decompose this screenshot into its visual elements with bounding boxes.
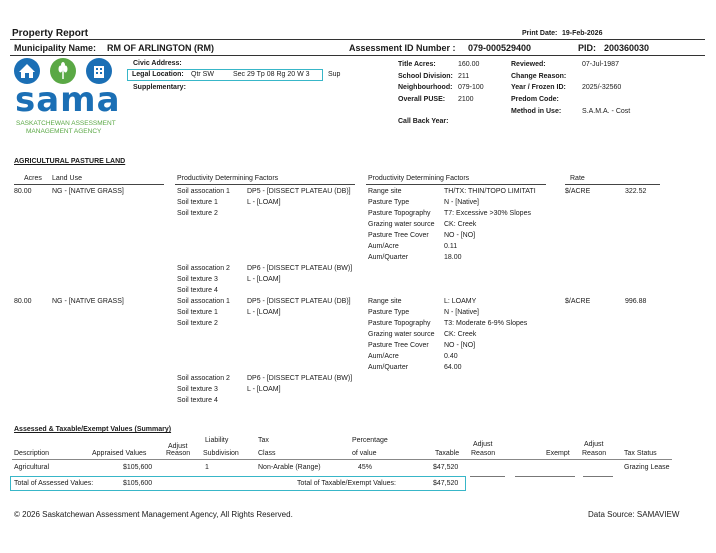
footer-source: Data Source: SAMAVIEW [588, 510, 680, 519]
col-rate-header: Rate [570, 175, 585, 182]
col-tax-class-header: Tax [258, 437, 269, 444]
aum-acre-label: Aum/Acre [368, 243, 399, 250]
topography-value: T7: Excessive >30% Slopes [444, 210, 531, 217]
neighbourhood-label: Neighbourhood: [398, 84, 453, 91]
col-percentage-header: Percentage [352, 437, 388, 444]
civic-address-label: Civic Address: [133, 60, 182, 67]
col-liability-header-2: Subdivision [203, 450, 239, 457]
row-percentage: 45% [358, 464, 373, 471]
footer-copyright: © 2026 Saskatchewan Assessment Management Agency, All Rights Reserved. [14, 510, 293, 519]
pasture-type-value: N - [Native] [444, 199, 480, 206]
tree-cover-label: Pasture Tree Cover [368, 342, 429, 349]
blank-rule [470, 476, 505, 477]
topography-label: Pasture Topography [368, 320, 431, 327]
water-source-value: CK: Creek [444, 221, 477, 228]
soil-assoc1-label: Soil assocation 1 [177, 298, 230, 305]
soil-assoc1-label: Soil assocation 1 [177, 188, 230, 195]
print-date-label: Print Date: [522, 30, 558, 37]
row-taxable: $47,520 [433, 464, 459, 471]
school-division-value: 211 [458, 73, 470, 80]
water-source-value: CK: Creek [444, 331, 477, 338]
soil-assoc2-value: DP6 - [DISSECT PLATEAU (BW)] [247, 265, 353, 272]
row-acres: 80.00 [14, 188, 32, 195]
year-frozen-label: Year / Frozen ID: [511, 84, 566, 91]
row-tax-class: Non-Arable (Range) [258, 464, 321, 471]
soil-tex3-label: Soil texture 3 [177, 276, 218, 283]
aum-acre-value: 0.11 [444, 243, 458, 250]
row-acres: 80.00 [14, 298, 32, 305]
predom-label: Predom Code: [511, 96, 559, 103]
soil-assoc2-value: DP6 - [DISSECT PLATEAU (BW)] [247, 375, 353, 382]
assessment-id-value: 079-000529400 [468, 43, 532, 53]
soil-tex1-value: L - [LOAM] [247, 309, 281, 316]
range-site-value: L: LOAMY [444, 298, 477, 305]
reviewed-label: Reviewed: [511, 61, 546, 68]
soil-tex1-label: Soil texture 1 [177, 309, 218, 316]
method-label: Method in Use: [511, 108, 562, 115]
callback-label: Call Back Year: [398, 118, 449, 125]
supplementary-label: Supplementary: [133, 84, 186, 91]
year-frozen-value: 2025/-32560 [582, 84, 622, 91]
rate-value: 322.52 [625, 188, 647, 195]
soil-tex4-label: Soil texture 4 [177, 397, 218, 404]
change-reason-label: Change Reason: [511, 73, 567, 80]
pasture-section-title: AGRICULTURAL PASTURE LAND [14, 158, 126, 165]
method-value: S.A.M.A. - Cost [582, 108, 631, 115]
soil-tex1-value: L - [LOAM] [247, 199, 281, 206]
col-description-header: Description [14, 450, 50, 457]
col-exempt-header: Exempt [546, 450, 570, 457]
puse-label: Overall PUSE: [398, 96, 446, 103]
legal-sup: Sup [328, 71, 341, 78]
school-division-label: School Division: [398, 73, 453, 80]
aum-acre-label: Aum/Acre [368, 353, 399, 360]
blank-rule [515, 476, 575, 477]
col-appraised-header: Appraised Values [92, 450, 147, 457]
legal-qtr: Qtr SW [191, 71, 214, 78]
header-rule-top [10, 39, 705, 40]
report-title: Property Report [12, 28, 89, 39]
col-adjust3-header-2: Reason [582, 450, 607, 457]
pasture-type-label: Pasture Type [368, 309, 410, 316]
soil-tex2-label: Soil texture 2 [177, 210, 218, 217]
row-description: Agricultural [14, 464, 50, 471]
col-tax-class-header-2: Class [258, 450, 276, 457]
row-land-use: NG - [NATIVE GRASS] [52, 188, 124, 195]
row-appraised: $105,600 [123, 464, 153, 471]
soil-tex3-value: L - [LOAM] [247, 386, 281, 393]
legal-location-value: Sec 29 Tp 08 Rg 20 W 3 [233, 71, 310, 78]
col-land-use-header: Land Use [52, 175, 82, 182]
reviewed-value: 07-Jul-1987 [582, 61, 619, 68]
total-assessed-label: Total of Assessed Values: [14, 480, 94, 487]
rate-value: 996.88 [625, 298, 647, 305]
aum-qtr-label: Aum/Quarter [368, 364, 409, 371]
sama-wordmark: sama [15, 80, 121, 120]
pid-label: PID: [578, 43, 596, 53]
soil-assoc1-value: DP5 - [DISSECT PLATEAU (DB)] [247, 298, 351, 305]
total-taxable-value: $47,520 [433, 480, 459, 487]
header-underline [175, 184, 355, 185]
tree-cover-value: NO - [NO] [444, 342, 476, 349]
topography-label: Pasture Topography [368, 210, 431, 217]
header-underline [565, 184, 660, 185]
aum-qtr-value: 18.00 [444, 254, 462, 261]
neighbourhood-value: 079-100 [458, 84, 484, 91]
assessed-header-rule [12, 459, 672, 460]
total-assessed-value: $105,600 [123, 480, 153, 487]
soil-assoc2-label: Soil assocation 2 [177, 375, 230, 382]
pasture-type-value: N - [Native] [444, 309, 480, 316]
print-date: 19-Feb-2026 [562, 30, 603, 37]
row-liability: 1 [205, 464, 209, 471]
col-adjust1-header: Adjust [168, 443, 188, 450]
aum-qtr-label: Aum/Quarter [368, 254, 409, 261]
col-percentage-header-2: of value [352, 450, 377, 457]
agency-line-1: SASKATCHEWAN ASSESSMENT [16, 120, 116, 127]
col-taxable-header: Taxable [435, 450, 460, 457]
tree-cover-value: NO - [NO] [444, 232, 476, 239]
blank-rule [583, 476, 613, 477]
total-taxable-label: Total of Taxable/Exempt Values: [297, 480, 396, 487]
tree-cover-label: Pasture Tree Cover [368, 232, 429, 239]
col-pdf1-header: Productivity Determining Factors [177, 175, 279, 182]
pid-value: 200360030 [604, 43, 650, 53]
water-source-label: Grazing water source [368, 331, 435, 338]
col-acres-header: Acres [24, 175, 42, 182]
soil-tex2-label: Soil texture 2 [177, 320, 218, 327]
col-adjust2-header-2: Reason [471, 450, 496, 457]
rate-unit: $/ACRE [565, 298, 591, 305]
topography-value: T3: Moderate 6-9% Slopes [444, 320, 528, 327]
sama-logo [14, 58, 124, 138]
soil-tex1-label: Soil texture 1 [177, 199, 218, 206]
row-tax-status: Grazing Lease [624, 464, 670, 471]
rate-unit: $/ACRE [565, 188, 591, 195]
header-underline [366, 184, 546, 185]
municipality-value: RM OF ARLINGTON (RM) [107, 43, 214, 53]
range-site-value: TH/TX: THIN/TOPO LIMITATI [444, 188, 536, 195]
assessment-id-label: Assessment ID Number : [349, 43, 456, 53]
title-acres-value: 160.00 [458, 61, 480, 68]
soil-tex3-value: L - [LOAM] [247, 276, 281, 283]
col-pdf2-header: Productivity Determining Factors [368, 175, 470, 182]
soil-tex3-label: Soil texture 3 [177, 386, 218, 393]
municipality-label: Municipality Name: [14, 43, 97, 53]
range-site-label: Range site [368, 298, 402, 305]
legal-location-label: Legal Location: [132, 71, 184, 78]
header-underline [14, 184, 164, 185]
assessed-section-title: Assessed & Taxable/Exempt Values (Summary) [14, 426, 172, 433]
aum-qtr-value: 64.00 [444, 364, 462, 371]
header-rule-bottom [10, 55, 705, 56]
water-source-label: Grazing water source [368, 221, 435, 228]
soil-tex4-label: Soil texture 4 [177, 287, 218, 294]
range-site-label: Range site [368, 188, 402, 195]
col-adjust3-header: Adjust [584, 441, 604, 448]
col-liability-header: Liability [205, 437, 229, 444]
row-land-use: NG - [NATIVE GRASS] [52, 298, 124, 305]
puse-value: 2100 [458, 96, 474, 103]
aum-acre-value: 0.40 [444, 353, 458, 360]
soil-assoc1-value: DP5 - [DISSECT PLATEAU (DB)] [247, 188, 351, 195]
col-adjust1-header-2: Reason [166, 450, 191, 457]
col-tax-status-header: Tax Status [624, 450, 657, 457]
soil-assoc2-label: Soil assocation 2 [177, 265, 230, 272]
agency-line-2: MANAGEMENT AGENCY [26, 128, 102, 135]
title-acres-label: Title Acres: [398, 61, 436, 68]
col-adjust2-header: Adjust [473, 441, 493, 448]
pasture-type-label: Pasture Type [368, 199, 410, 206]
